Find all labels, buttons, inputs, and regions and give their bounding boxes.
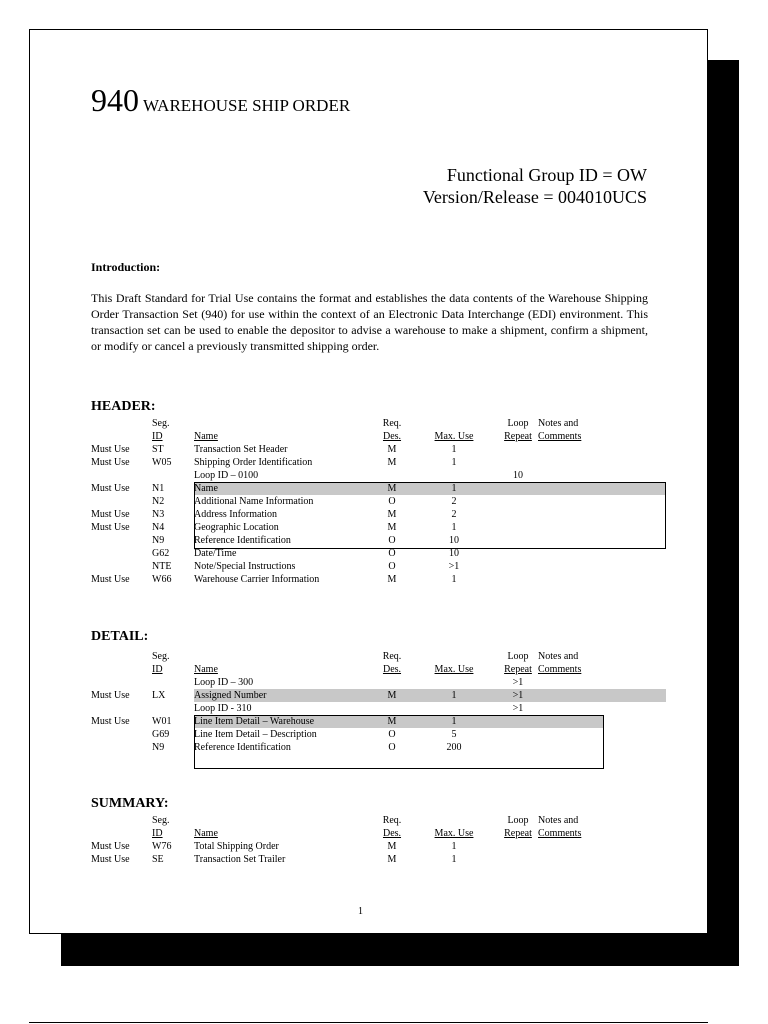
requirement-cell: Must Use (91, 457, 130, 468)
requirement-cell: Must Use (91, 509, 130, 520)
max-use-cell: 1 (451, 574, 457, 585)
segment-name-cell: Address Information (194, 509, 278, 520)
segment-row (91, 741, 648, 754)
max-use-cell: 1 (451, 444, 457, 455)
segment-name-cell: Additional Name Information (194, 496, 314, 507)
segment-id-cell: SE (152, 854, 164, 865)
column-max-use-label: Max. Use (434, 431, 474, 442)
segment-row (91, 547, 648, 560)
column-comments-label: Comments (538, 431, 582, 442)
page-number: 1 (358, 906, 363, 917)
column-comments-label: Comments (538, 828, 582, 839)
max-use-cell: 2 (451, 496, 457, 507)
max-use-cell: 1 (451, 716, 457, 727)
max-use-cell: 1 (451, 841, 457, 852)
column-name-label: Name (194, 828, 218, 839)
segment-row (91, 482, 648, 495)
bottom-divider (29, 1022, 708, 1023)
segment-name-cell: Total Shipping Order (194, 841, 279, 852)
max-use-cell: 1 (451, 854, 457, 865)
segment-row (91, 495, 648, 508)
column-max-use-label: Max. Use (434, 664, 474, 675)
requirement-cell: Must Use (91, 716, 130, 727)
segment-name-cell: Reference Identification (194, 742, 291, 753)
loop-repeat-cell: >1 (512, 677, 524, 688)
functional-group-id: Functional Group ID = OW (446, 165, 647, 185)
title-number: 940 (91, 82, 139, 118)
segment-row (91, 728, 648, 741)
segment-name-cell: Date/Time (194, 548, 237, 559)
detail-section-heading: DETAIL: (91, 629, 149, 644)
requirement-designator-cell: O (388, 561, 396, 572)
column-req-label: Req. (382, 651, 402, 662)
requirement-cell: Must Use (91, 574, 130, 585)
document-title (91, 82, 350, 125)
column-loop-label: Loop (507, 815, 529, 826)
segment-row (91, 702, 648, 715)
column-id-label: ID (152, 431, 163, 442)
column-req-label: Req. (382, 418, 402, 429)
requirement-designator-cell: M (387, 509, 397, 520)
max-use-cell: 1 (451, 457, 457, 468)
requirement-designator-cell: M (387, 457, 397, 468)
loop-repeat-cell: >1 (512, 703, 524, 714)
requirement-cell: Must Use (91, 841, 130, 852)
requirement-designator-cell: O (388, 548, 396, 559)
segment-id-cell: N9 (152, 535, 165, 546)
column-header-row-1 (91, 417, 648, 430)
segment-row (91, 853, 648, 866)
loop-repeat-cell: 10 (513, 470, 523, 481)
column-header-row-1 (91, 650, 648, 663)
column-seg-label: Seg. (152, 651, 170, 662)
segment-name-cell: Transaction Set Trailer (194, 854, 286, 865)
requirement-designator-cell: M (387, 574, 397, 585)
column-name-label: Name (194, 664, 218, 675)
segment-id-cell: G69 (152, 729, 170, 740)
detail-segment-table (91, 651, 648, 783)
max-use-cell: 1 (451, 483, 457, 494)
column-loop-label: Loop (507, 651, 529, 662)
column-des-label: Des. (382, 828, 402, 839)
segment-id-cell: NTE (152, 561, 172, 572)
max-use-cell: 10 (449, 548, 459, 559)
header-segment-table (91, 418, 648, 630)
title-text: WAREHOUSE SHIP ORDER (143, 96, 351, 115)
summary-segment-table (91, 815, 648, 887)
column-repeat-label: Repeat (504, 431, 532, 442)
column-repeat-label: Repeat (504, 828, 532, 839)
column-seg-label: Seg. (152, 418, 170, 429)
requirement-cell: Must Use (91, 522, 130, 533)
document-page (29, 29, 708, 934)
column-name-label: Name (194, 431, 218, 442)
segment-row (91, 456, 648, 469)
column-id-label: ID (152, 664, 163, 675)
segment-id-cell: ST (152, 444, 164, 455)
segment-row (91, 443, 648, 456)
requirement-designator-cell: M (387, 483, 397, 494)
segment-name-cell: Loop ID – 0100 (194, 470, 259, 481)
segment-row (91, 840, 648, 853)
requirement-designator-cell: O (388, 742, 396, 753)
column-header-row-2 (91, 827, 648, 840)
segment-id-cell: W05 (152, 457, 172, 468)
segment-id-cell: N3 (152, 509, 165, 520)
segment-id-cell: N2 (152, 496, 165, 507)
segment-id-cell: N9 (152, 742, 165, 753)
requirement-designator-cell: M (387, 444, 397, 455)
column-des-label: Des. (382, 431, 402, 442)
segment-row (91, 715, 648, 728)
segment-id-cell: G62 (152, 548, 170, 559)
introduction-text: This Draft Standard for Trial Use contains the format and establishes the data contents of the Warehouse Shipping Order Transaction Set (940) for use within the context of an Electronic Data Interchange (EDI) environment. This transaction set can be used to enable the depositor to advise a warehouse to make a shipment, confirm a shipment, or modify or cancel a previously transmitted shipping order. (91, 291, 648, 353)
requirement-designator-cell: M (387, 522, 397, 533)
column-header-row-1 (91, 814, 648, 827)
segment-id-cell: N4 (152, 522, 165, 533)
segment-name-cell: Line Item Detail – Description (194, 729, 317, 740)
column-header-row-2 (91, 430, 648, 443)
segment-row (91, 689, 648, 702)
requirement-designator-cell: M (387, 841, 397, 852)
segment-row (91, 560, 648, 573)
requirement-cell: Must Use (91, 690, 130, 701)
column-des-label: Des. (382, 664, 402, 675)
segment-name-cell: Loop ID - 310 (194, 703, 252, 714)
segment-row (91, 534, 648, 547)
segment-name-cell: Shipping Order Identification (194, 457, 313, 468)
segment-name-cell: Name (194, 483, 218, 494)
requirement-cell: Must Use (91, 854, 130, 865)
version-release: Version/Release = 004010UCS (422, 187, 647, 207)
column-notes-label: Notes and (538, 815, 579, 826)
requirement-designator-cell: O (388, 496, 396, 507)
column-notes-label: Notes and (538, 651, 579, 662)
column-max-use-label: Max. Use (434, 828, 474, 839)
functional-group-block (423, 164, 647, 208)
segment-id-cell: LX (152, 690, 166, 701)
segment-row (91, 469, 648, 482)
segment-name-cell: Transaction Set Header (194, 444, 288, 455)
segment-row (91, 573, 648, 586)
max-use-cell: 200 (446, 742, 462, 753)
column-comments-label: Comments (538, 664, 582, 675)
column-loop-label: Loop (507, 418, 529, 429)
max-use-cell: 1 (451, 690, 457, 701)
segment-name-cell: Note/Special Instructions (194, 561, 296, 572)
segment-row (91, 676, 648, 689)
max-use-cell: 10 (449, 535, 459, 546)
max-use-cell: 2 (451, 509, 457, 520)
loop-repeat-cell: >1 (512, 690, 524, 701)
max-use-cell: 1 (451, 522, 457, 533)
segment-id-cell: W66 (152, 574, 172, 585)
segment-row (91, 521, 648, 534)
segment-row (91, 508, 648, 521)
column-repeat-label: Repeat (504, 664, 532, 675)
column-notes-label: Notes and (538, 418, 579, 429)
segment-name-cell: Warehouse Carrier Information (194, 574, 320, 585)
requirement-designator-cell: O (388, 535, 396, 546)
segment-name-cell: Reference Identification (194, 535, 291, 546)
segment-id-cell: N1 (152, 483, 165, 494)
requirement-cell: Must Use (91, 444, 130, 455)
introduction-heading: Introduction: (91, 260, 161, 274)
segment-id-cell: W01 (152, 716, 172, 727)
column-id-label: ID (152, 828, 163, 839)
segment-name-cell: Assigned Number (194, 690, 267, 701)
summary-section-heading: SUMMARY: (91, 796, 169, 811)
segment-name-cell: Geographic Location (194, 522, 279, 533)
requirement-designator-cell: M (387, 854, 397, 865)
requirement-cell: Must Use (91, 483, 130, 494)
requirement-designator-cell: O (388, 729, 396, 740)
requirement-designator-cell: M (387, 690, 397, 701)
requirement-designator-cell: M (387, 716, 397, 727)
max-use-cell: >1 (448, 561, 460, 572)
segment-name-cell: Line Item Detail – Warehouse (194, 716, 315, 727)
max-use-cell: 5 (451, 729, 457, 740)
header-section-heading: HEADER: (91, 399, 156, 414)
column-seg-label: Seg. (152, 815, 170, 826)
segment-name-cell: Loop ID – 300 (194, 677, 254, 688)
segment-id-cell: W76 (152, 841, 172, 852)
column-req-label: Req. (382, 815, 402, 826)
column-header-row-2 (91, 663, 648, 676)
